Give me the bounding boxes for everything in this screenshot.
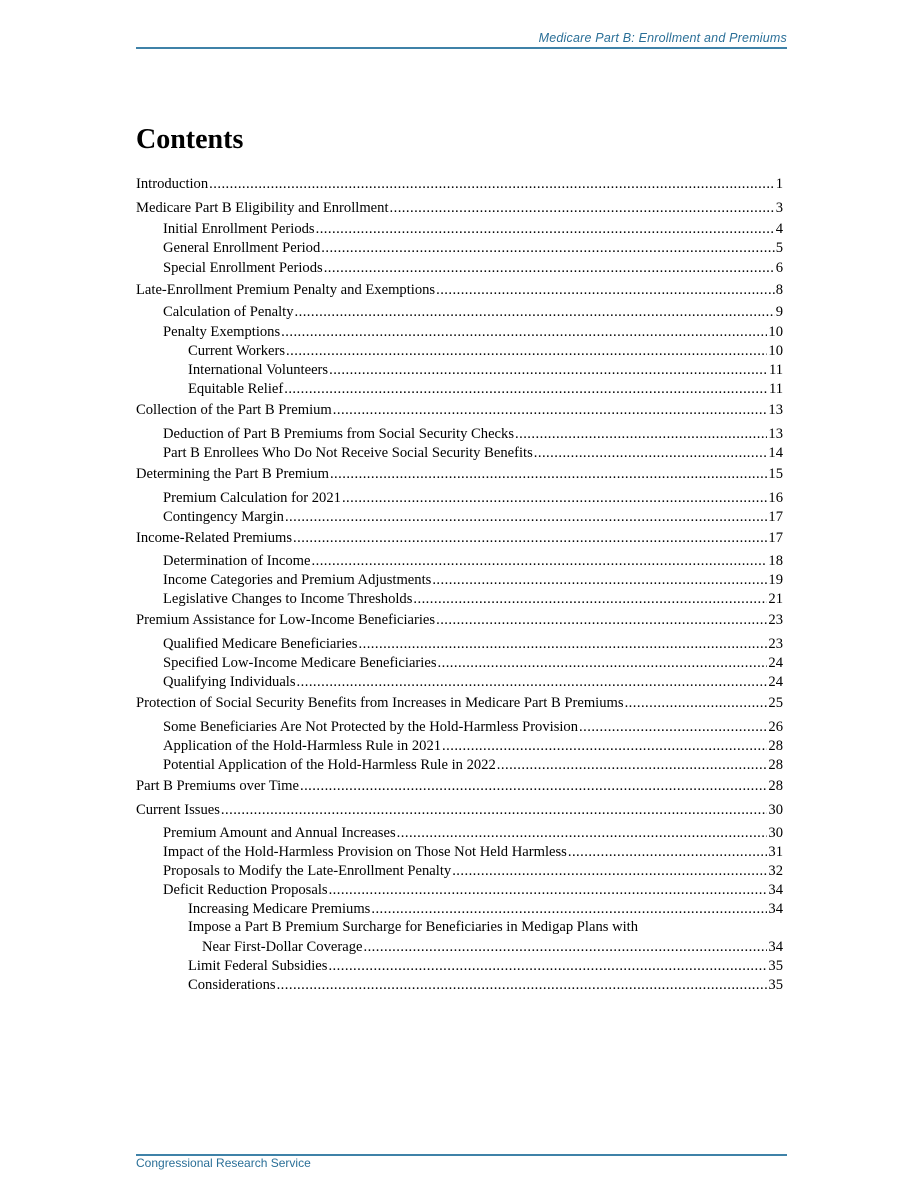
toc-entry-wrapped-line[interactable]: Impose a Part B Premium Surcharge for Beneficiaries in Medigap Plans with bbox=[188, 919, 639, 935]
toc-entry[interactable]: International Volunteers . . . 11 bbox=[136, 360, 783, 379]
toc-entry[interactable]: Determining the Part B Premium . . . 15 bbox=[136, 464, 783, 483]
toc-entry[interactable]: Contingency Margin . . . 17 bbox=[136, 507, 783, 526]
toc-entry[interactable]: Impact of the Hold-Harmless Provision on Those Not Held Harmless . . . 31 bbox=[136, 842, 783, 861]
toc-entry[interactable]: Considerations . . . 35 bbox=[136, 975, 783, 994]
toc-entry[interactable]: Equitable Relief . . . 11 bbox=[136, 379, 783, 398]
toc-entry[interactable]: Current Workers . . . 10 bbox=[136, 341, 783, 360]
running-header-title: Medicare Part B: Enrollment and Premiums bbox=[538, 31, 787, 45]
toc-entry[interactable]: Current Issues . . . 30 bbox=[136, 800, 783, 819]
toc-entry[interactable]: Late-Enrollment Premium Penalty and Exemptions . . . 8 bbox=[136, 280, 783, 299]
toc-entry[interactable]: Part B Premiums over Time . . . 28 bbox=[136, 776, 783, 795]
toc-entry[interactable]: Specified Low-Income Medicare Beneficiaries . . . 24 bbox=[136, 653, 783, 672]
toc-entry[interactable]: Proposals to Modify the Late-Enrollment Penalty . . . 32 bbox=[136, 861, 783, 880]
toc-entry[interactable]: Income Categories and Premium Adjustments . . . 19 bbox=[136, 570, 783, 589]
toc-entry[interactable]: Introduction . . . 1 bbox=[136, 174, 783, 193]
page-title: Contents bbox=[136, 124, 244, 155]
toc-entry[interactable]: Medicare Part B Eligibility and Enrollment . . . 3 bbox=[136, 198, 783, 217]
toc-entry[interactable]: Income-Related Premiums . . . 17 bbox=[136, 528, 783, 547]
toc-entry[interactable]: Application of the Hold-Harmless Rule in 2021 . . . 28 bbox=[136, 736, 783, 755]
toc-entry[interactable]: General Enrollment Period . . . 5 bbox=[136, 238, 783, 257]
toc-entry[interactable]: Collection of the Part B Premium . . . 13 bbox=[136, 400, 783, 419]
header-divider bbox=[136, 47, 787, 49]
toc-entry[interactable]: Calculation of Penalty . . . 9 bbox=[136, 302, 783, 321]
toc-entry[interactable]: Premium Amount and Annual Increases . . . 30 bbox=[136, 823, 783, 842]
toc-entry[interactable]: Limit Federal Subsidies . . . 35 bbox=[136, 956, 783, 975]
toc-entry[interactable]: Premium Calculation for 2021 . . . 16 bbox=[136, 488, 783, 507]
toc-entry[interactable]: Deduction of Part B Premiums from Social Security Checks . . . 13 bbox=[136, 424, 783, 443]
toc-entry[interactable]: Special Enrollment Periods . . . 6 bbox=[136, 258, 783, 277]
toc-entry[interactable]: Part B Enrollees Who Do Not Receive Social Security Benefits . . . 14 bbox=[136, 443, 783, 462]
toc-entry[interactable]: Increasing Medicare Premiums . . . 34 bbox=[136, 899, 783, 918]
toc-entry[interactable]: Initial Enrollment Periods . . . 4 bbox=[136, 219, 783, 238]
toc-entry[interactable]: Some Beneficiaries Are Not Protected by the Hold-Harmless Provision . . . 26 bbox=[136, 717, 783, 736]
toc-entry[interactable]: Potential Application of the Hold-Harmless Rule in 2022 . . . 28 bbox=[136, 755, 783, 774]
toc-entry[interactable]: Premium Assistance for Low-Income Beneficiaries . . . 23 bbox=[136, 610, 783, 629]
footer-publisher: Congressional Research Service bbox=[136, 1156, 311, 1170]
toc-entry[interactable]: Determination of Income . . . 18 bbox=[136, 551, 783, 570]
toc-entry[interactable]: Qualifying Individuals . . . 24 bbox=[136, 672, 783, 691]
toc-entry[interactable]: Legislative Changes to Income Thresholds . . . 21 bbox=[136, 589, 783, 608]
toc-entry[interactable]: Qualified Medicare Beneficiaries . . . 23 bbox=[136, 634, 783, 653]
toc-entry[interactable]: Deficit Reduction Proposals . . . 34 bbox=[136, 880, 783, 899]
running-header bbox=[136, 31, 787, 47]
toc-entry[interactable]: Penalty Exemptions . . . 10 bbox=[136, 322, 783, 341]
toc-entry[interactable]: Protection of Social Security Benefits from Increases in Medicare Part B Premiums . . . 25 bbox=[136, 693, 783, 712]
toc-entry[interactable]: Near First-Dollar Coverage . . . 34 bbox=[136, 937, 783, 956]
